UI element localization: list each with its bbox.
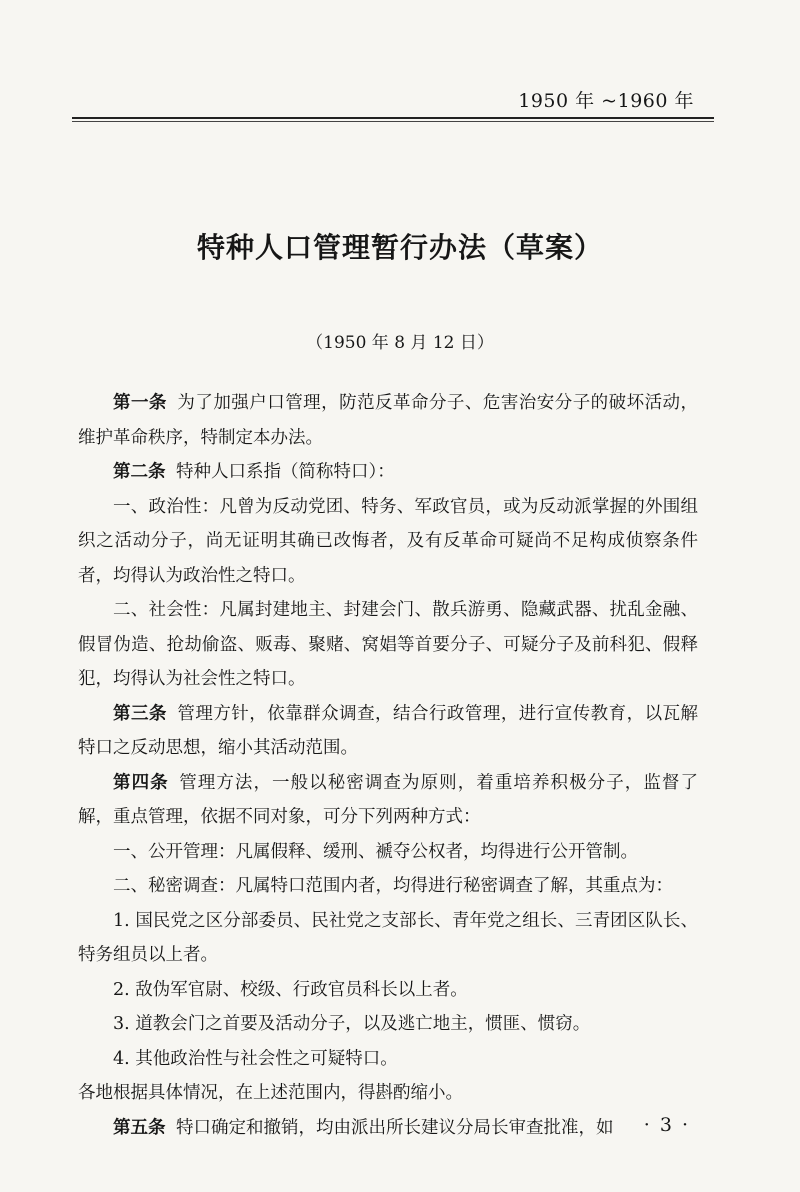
paragraph-article-5 [78,1111,698,1146]
header-rule-thin [72,121,714,122]
paragraph-article-1 [78,386,698,455]
document-date: （1950 年 8 月 12 日） [306,333,494,353]
paragraph-local-discretion [78,1076,698,1111]
list-item-2 [78,973,698,1008]
paragraph-text: 2. 敌伪军官尉、校级、行政官员科长以上者。 [113,979,468,1000]
article-label: 第一条 [113,393,167,413]
list-item-3 [78,1007,698,1042]
page-number: · 3 · [643,1114,690,1136]
paragraph-text: 管理方针，依靠群众调查，结合行政管理，进行宣传教育，以瓦解特口之反动思想，缩小其活动范围。 [78,703,699,758]
paragraph-social [78,593,698,697]
article-label: 第二条 [113,462,166,482]
paragraph-open-management [78,835,698,870]
list-item-1 [78,904,698,973]
article-label: 第三条 [113,703,167,724]
paragraph-article-3 [78,697,698,766]
header-rule-thick [72,117,714,119]
running-header: 1950 年 ~1960 年 [518,90,694,112]
document-body [78,386,698,1145]
paragraph-text: 一、政治性：凡曾为反动党团、特务、军政官员，或为反动派掌握的外围组织之活动分子，尚无证明其确已改悔者，及有反革命可疑尚不足构成侦察条件者，均得认为政治性之特口。 [78,496,698,586]
article-label: 第四条 [113,772,169,793]
list-item-4 [78,1042,698,1077]
paragraph-text: 特口确定和撤销，均由派出所长建议分局长审查批准，如 [176,1117,614,1138]
paragraph-text: 1. 国民党之区分部委员、民社党之支部长、青年党之组长、三青团区队长、特务组员以上者。 [78,910,698,965]
paragraph-text: 特种人口系指（简称特口）： [176,462,395,482]
paragraph-article-2 [78,455,698,490]
paragraph-text: 4. 其他政治性与社会性之可疑特口。 [113,1048,398,1069]
paragraph-secret-investigation [78,869,698,904]
paragraph-political [78,490,698,594]
paragraph-article-4 [78,766,698,835]
article-label: 第五条 [113,1117,166,1138]
paragraph-text: 一、公开管理：凡属假释、缓刑、褫夺公权者，均得进行公开管制。 [113,841,638,862]
paragraph-text: 为了加强户口管理，防范反革命分子、危害治安分子的破坏活动，维护革命秩序，特制定本办法。 [78,393,699,448]
document-title: 特种人口管理暂行办法（草案） [196,231,603,264]
paragraph-text: 3. 道教会门之首要及活动分子，以及逃亡地主，惯匪、惯窃。 [113,1014,591,1034]
paragraph-text: 二、秘密调查：凡属特口范围内者，均得进行秘密调查了解，其重点为： [113,876,673,896]
paragraph-text: 二、社会性：凡属封建地主、封建会门、散兵游勇、隐藏武器、扰乱金融、假冒伪造、抢劫偷盗、贩毒、聚赌、窝娼等首要分子、可疑分子及前科犯、假释犯，均得认为社会性之特口。 [78,600,698,689]
paragraph-text: 管理方法，一般以秘密调查为原则，着重培养积极分子，监督了解，重点管理，依据不同对象，可分下列两种方式： [78,772,699,827]
paragraph-text: 各地根据具体情况，在上述范围内，得斟酌缩小。 [78,1083,463,1103]
